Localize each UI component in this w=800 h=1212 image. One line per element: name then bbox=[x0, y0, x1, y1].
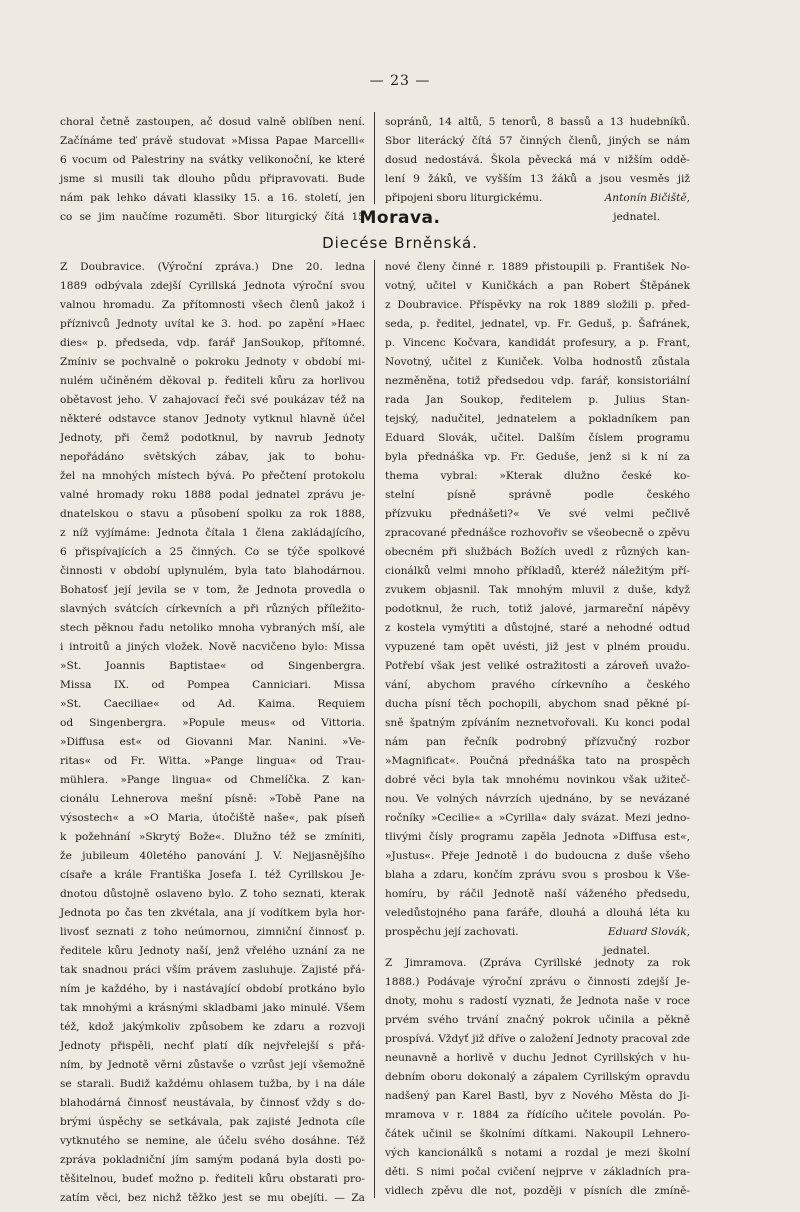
text-line: nou. Ve volných návrzích ujednáno, by se nevázané bbox=[385, 793, 690, 805]
column-divider-top bbox=[374, 112, 375, 204]
text-line: jsme si musili tak dlouho půdu připravovati. Bude bbox=[60, 173, 365, 185]
text-line: z kostela vymýtiti a důstojné, staré a nehodné odtud bbox=[385, 622, 690, 634]
text-line: příznivců Jednoty uvítal ke 3. hod. po zapění »Haec bbox=[60, 318, 365, 330]
text-line: nové členy činné r. 1889 přistoupili p. František No- bbox=[385, 261, 690, 273]
text-line: nepořádáno světských zábav, jak to bohu- bbox=[60, 451, 365, 463]
text-line: Novotný, učitel z Kuniček. Volba hodnostů zůstala bbox=[385, 356, 690, 368]
text-line: »St. Caeciliae« od Ad. Kaima. Requiem bbox=[60, 698, 365, 710]
text-line: stelní písně správně podle českého bbox=[385, 489, 690, 501]
text-line: těšitelnou, budeť možno p. řediteli kůru obstarati pro- bbox=[60, 1173, 365, 1185]
text-line: votný, učitel v Kuničkách a pan Robert Štěpánek bbox=[385, 280, 690, 292]
text-line: veledůstojného pana faráře, dlouhá a dlouhá léta ku bbox=[385, 907, 690, 919]
text-line: valnou hromadu. Za přítomnosti všech členů jakož i bbox=[60, 299, 365, 311]
text-line: 6 vocum od Palestriny na svátky velikonoční, ke které bbox=[60, 154, 365, 166]
text-line: připojeni sboru liturgickému. bbox=[385, 192, 543, 204]
text-line: 1889 odbývala zdejší Cyrillská Jednota výroční svou bbox=[60, 280, 365, 292]
text-line: vání, abychom pravého církevního a českého bbox=[385, 679, 690, 691]
text-line: slavných svátcích církevních a při různých příležito- bbox=[60, 603, 365, 615]
text-line: činnosti v období uplynulém, byla tato blahodárnou. bbox=[60, 565, 365, 577]
text-line: Jednoty přispěli, nechť platí dík nejvřelejší s přá- bbox=[60, 1040, 365, 1052]
text-line: nám pan řečník podrobný přízvučný rozbor bbox=[385, 736, 690, 748]
text-line: vypuzené tam opět uvésti, již jest v plném proudu. bbox=[385, 641, 690, 653]
text-line: zvukem objasnil. Tak mnohým mluvil z duše, když bbox=[385, 584, 690, 596]
text-line: lení 9 žáků, ve vyšším 13 žáků a jsou vesměs již bbox=[385, 173, 690, 185]
text-line: sopránů, 14 altů, 5 tenorů, 8 bassů a 13 hudebníků. bbox=[385, 116, 690, 128]
text-line: ředitele kůru Jednoty naší, jenž vřelého uznání za ne bbox=[60, 945, 365, 957]
text-line: Sbor literácký čítá 57 činných členů, jiných se nám bbox=[385, 135, 690, 147]
text-line: »St. Joannis Baptistae« od Singenbergra. bbox=[60, 660, 365, 672]
text-line: též, kdož jakýmkoliv způsobem ke zdaru a rozvoji bbox=[60, 1021, 365, 1033]
text-line: Jednoty, při čemž podotknul, by navrub Jednoty bbox=[60, 432, 365, 444]
text-line: byla přednáška vp. Fr. Geduše, jenž si k ní za bbox=[385, 451, 690, 463]
text-line: stech pěknou řadu netoliko mnoha vybraných mší, ale bbox=[60, 622, 365, 634]
text-line: tejský, nadučitel, jednatelem a pokladníkem pan bbox=[385, 413, 690, 425]
text-line: dnoty, mohu s radostí vyznati, že Jednota naše v roce bbox=[385, 995, 690, 1007]
text-line: se starali. Budiž každému ohlasem tužba, by i na dále bbox=[60, 1078, 365, 1090]
text-line: thema vybral: »Kterak dlužno české ko- bbox=[385, 470, 690, 482]
text-line: Z Doubravice. (Výroční zpráva.) Dne 20. ledna bbox=[60, 261, 365, 273]
text-line: nám pak lehko dávati klassiky 15. a 16. století, jen bbox=[60, 192, 365, 204]
text-line: ním je každého, by i nastávající období protkáno bylo bbox=[60, 983, 365, 995]
text-line: livosť seznati z toho neúmornou, zimniční činnosť p. bbox=[60, 926, 365, 938]
text-line: ritas« od Fr. Witta. »Pange lingua« od Trau- bbox=[60, 755, 365, 767]
text-line: p. Vincenc Kočvara, kandidát profesury, a p. Frant, bbox=[385, 337, 690, 349]
text-line: dnatelskou o stavu a působení spolku za rok 1888, bbox=[60, 508, 365, 520]
text-line: ním, by Jednotě věrni zůstavše o vzrůst její všemožně bbox=[60, 1059, 365, 1071]
text-line: debním oboru dokonalý a zápalem Cyrillským opravdu bbox=[385, 1071, 690, 1083]
text-line: vidlech zpěvu dle not, později v písních dle zmíně- bbox=[385, 1185, 690, 1197]
text-line: císaře a krále Františka Josefa I. též Cyrillskou Je- bbox=[60, 869, 365, 881]
text-line: nadšený pan Karel Bastl, byv z Nového Města do Ji- bbox=[385, 1090, 690, 1102]
text-line: Potřebí však jest veliké ostražitosti a zároveň uvažo- bbox=[385, 660, 690, 672]
text-line: mühlera. »Pange lingua« od Chmelíčka. Z kan- bbox=[60, 774, 365, 786]
text-line: dosud nedostává. Škola pěvecká má v nižším oddě- bbox=[385, 154, 690, 166]
text-line: »Magnificat«. Poučná přednáška tato na prospěch bbox=[385, 755, 690, 767]
text-line: tak snadnou práci vším právem zasluhuje. Zajisté přá- bbox=[60, 964, 365, 976]
text-line: Začínáme teď právě studovat »Missa Papae Marcelli« bbox=[60, 135, 365, 147]
text-line: blahodárná činnosť neustávala, by činnosť vždy s do- bbox=[60, 1097, 365, 1109]
text-line: seda, p. ředitel, jednatel, vp. Fr. Geduš, p. Šafránek, bbox=[385, 318, 690, 330]
text-line: »Justus«. Přeje Jednotě i do budoucna z duše všeho bbox=[385, 850, 690, 862]
page-number: — 23 — bbox=[369, 73, 431, 89]
text-line: brými úspěchy se setkávala, pak zajisté Jednota cíle bbox=[60, 1116, 365, 1128]
text-line: nezměněna, totiž předsedou vdp. farář, konsistoriální bbox=[385, 375, 690, 387]
column-divider-main bbox=[374, 260, 375, 1198]
text-line: rada Jan Soukop, ředitelem p. Julius Stan- bbox=[385, 394, 690, 406]
text-line: ročníky »Cecilie« a »Cyrilla« daly svázat. Mezi jedno- bbox=[385, 812, 690, 824]
text-line: mramova v r. 1884 za řídícího učitele povolán. Po- bbox=[385, 1109, 690, 1121]
text-line: cionálků velmi mnoho příkladů, kteréž náležitým pří- bbox=[385, 565, 690, 577]
text-line: čátek učinil se školními dítkami. Nakoupil Lehnero- bbox=[385, 1128, 690, 1140]
text-line: neunavně a horlivě v duchu Jednot Cyrillských v hu- bbox=[385, 1052, 690, 1064]
text-line: prospívá. Vždyť již dříve o založení Jednoty pracoval zde bbox=[385, 1033, 690, 1045]
text-line: ducha písní těch pochopili, abychom snad pěkné pí- bbox=[385, 698, 690, 710]
text-line: blaha a zdaru, končím zprávu svou s prosbou k Vše- bbox=[385, 869, 690, 881]
text-line: zpráva pokladniční jím samým podaná byla dosti po- bbox=[60, 1154, 365, 1166]
text-line: přízvuku přednášeti?« Ve své velmi pečlivě bbox=[385, 508, 690, 520]
signature-role: jednatel. bbox=[603, 945, 650, 957]
text-line: prvém svého trvání značný pokrok učinila a pěkně bbox=[385, 1014, 690, 1026]
text-line: obecném při službách Božích uvedl z různých kan- bbox=[385, 546, 690, 558]
text-line: Z Jimramova. (Zpráva Cyrillské jednoty za rok bbox=[385, 957, 690, 969]
signature-role: jednatel. bbox=[613, 211, 660, 223]
text-line: některé odstavce stanov Jednoty vytknul hlavně účel bbox=[60, 413, 365, 425]
signature-name: Eduard Slovák, bbox=[608, 926, 690, 938]
text-line: dnotou důstojně oslaveno bylo. Z toho seznati, kterak bbox=[60, 888, 365, 900]
section-title: Morava. bbox=[359, 208, 441, 228]
text-line: dobré věci byla tak mnohému novinkou však užiteč- bbox=[385, 774, 690, 786]
text-line: výsostech« a »O Maria, útočiště naše«, pak píseň bbox=[60, 812, 365, 824]
text-line: žel na mnohých místech bývá. Po přečtení protokolu bbox=[60, 470, 365, 482]
text-line: 1888.) Podávaje výroční zprávu o činnosti zdejší Je- bbox=[385, 976, 690, 988]
text-line: Missa IX. od Pompea Canniciari. Missa bbox=[60, 679, 365, 691]
text-line: sně špatným zpíváním neznetvořovali. Ku konci podal bbox=[385, 717, 690, 729]
text-line: obětavost jeho. V zahajovací řeči své poukázav též na bbox=[60, 394, 365, 406]
text-line: od Singenbergra. »Popule meus« od Vittoria. bbox=[60, 717, 365, 729]
text-line: cionálu Lehnerova mešní písně: »Tobě Pane na bbox=[60, 793, 365, 805]
text-line: i introitů a jiných vložek. Nově nacvičeno bylo: Missa bbox=[60, 641, 365, 653]
text-line: Zmíniv se pochvalně o pokroku Jednoty v období mi- bbox=[60, 356, 365, 368]
text-line: tak mnohými a krásnými skladbami jako minulé. Všem bbox=[60, 1002, 365, 1014]
text-line: zatím věci, bez nichž těžko jest se mu obejíti. — Za bbox=[60, 1192, 365, 1204]
text-line: prospěchu její zachovati. bbox=[385, 926, 519, 938]
text-line: Eduard Slovák, učitel. Dalším číslem programu bbox=[385, 432, 690, 444]
text-line: choral četně zastoupen, ač dosud valně oblíben není. bbox=[60, 116, 365, 128]
text-line: valné hromady roku 1888 podal jednatel zprávu je- bbox=[60, 489, 365, 501]
text-line: děti. S nimi počal cvičení nejprve v základních pra- bbox=[385, 1166, 690, 1178]
jimramov-report bbox=[385, 954, 690, 1201]
doubravice-report-continued bbox=[385, 258, 690, 961]
text-line: vých kancionálků s notami a rozdal je mezi školní bbox=[385, 1147, 690, 1159]
text-line: že jubileum 40letého panování J. V. Nejjasnějšího bbox=[60, 850, 365, 862]
text-line: zpracované přednášce rozhovořiv se všeobecně o zpěvu bbox=[385, 527, 690, 539]
text-line: Bohatosť její jevila se v tom, že Jednota provedla o bbox=[60, 584, 365, 596]
text-line: tlivými čísly programu zapěla Jednota »Diffusa est«, bbox=[385, 831, 690, 843]
text-line: z níž vyjímáme: Jednota čítala 1 člena zakládajícího, bbox=[60, 527, 365, 539]
text-line: dies« p. předseda, vdp. farář JanSoukop, přítomné. bbox=[60, 337, 365, 349]
text-line: homíru, by ráčil Jednotě naší váženého předsedu, bbox=[385, 888, 690, 900]
text-line: Jednota po čas ten zkvétala, ana jí vodítkem byla hor- bbox=[60, 907, 365, 919]
diocese-title: Diecése Brněnská. bbox=[322, 234, 478, 252]
signature-name: Antonín Bičiště, bbox=[604, 192, 690, 204]
text-line: k požehnání »Skrytý Bože«. Dlužno též se zmíniti, bbox=[60, 831, 365, 843]
text-line: z Doubravice. Příspěvky na rok 1889 složili p. před- bbox=[385, 299, 690, 311]
text-line: 6 přispívajících a 25 činných. Co se týče spolkové bbox=[60, 546, 365, 558]
text-line: co se jim naučíme rozuměti. Sbor liturgický čítá 15 bbox=[60, 211, 365, 223]
text-line: vytknutého se nemine, ale účelu svého dosáhne. Též bbox=[60, 1135, 365, 1147]
text-line: podotknul, že ruch, totiž jalové, jarmareční nápěvy bbox=[385, 603, 690, 615]
doubravice-report bbox=[60, 258, 365, 1208]
text-line: nulém učiněném děkoval p. řediteli kůru za horlivou bbox=[60, 375, 365, 387]
text-line: »Diffusa est« od Giovanni Mar. Nanini. »Ve- bbox=[60, 736, 365, 748]
